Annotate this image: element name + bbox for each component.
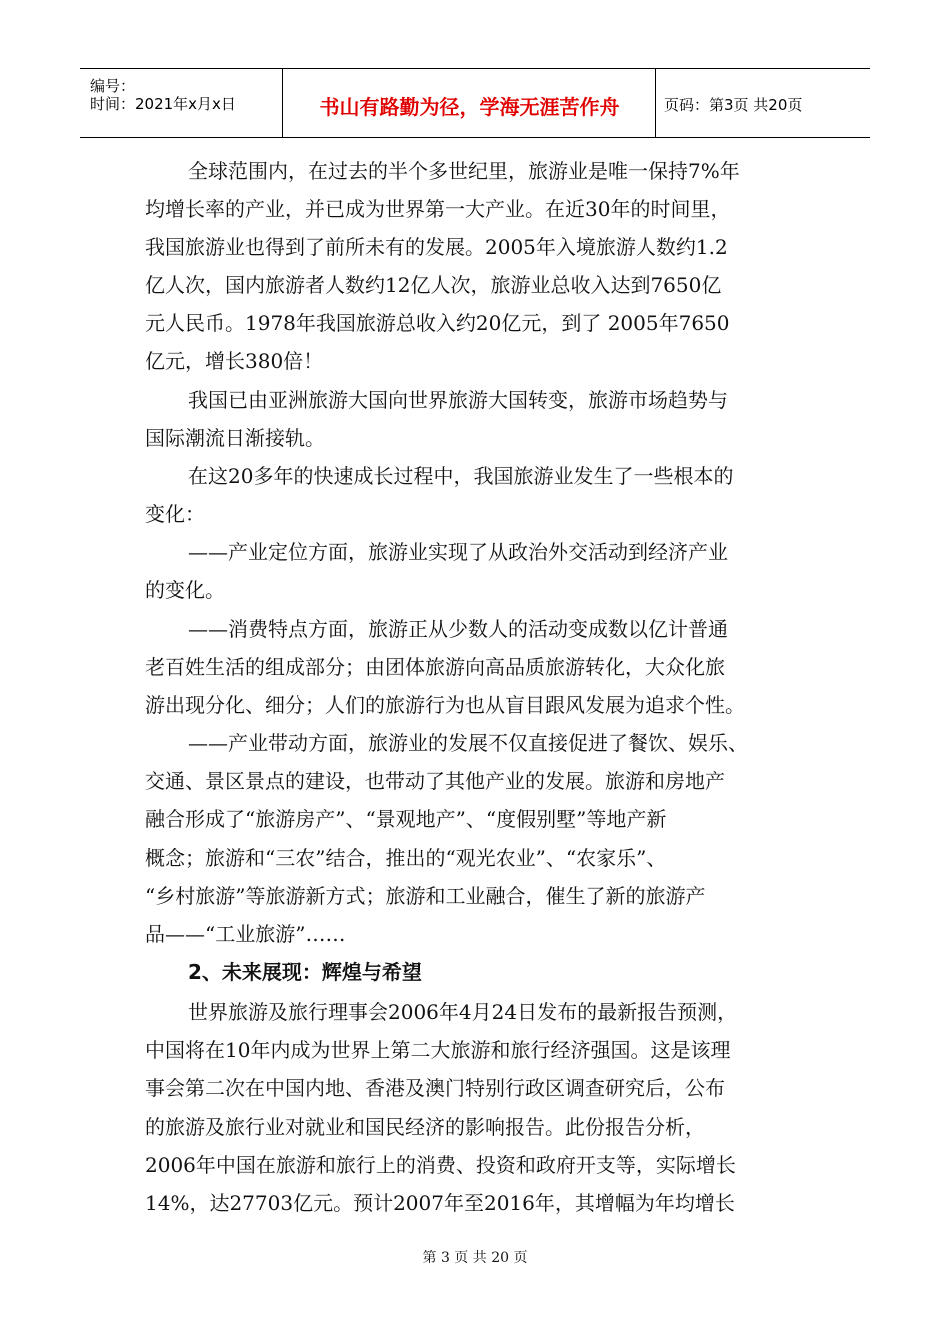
text-line: ——产业带动方面，旅游业的发展不仅直接促进了餐饮、娱乐、	[188, 731, 748, 755]
text-line: 的变化。	[145, 578, 225, 602]
text-line: 融合形成了“旅游房产”、“景观地产”、“度假别墅”等地产新	[145, 807, 667, 831]
document-date-label: 时间：2021年x月x日	[90, 95, 236, 113]
text-line: 的旅游及旅行业对就业和国民经济的影响报告。此份报告分析，	[145, 1115, 705, 1139]
header-page-info: 页码：第3页 共20页	[664, 96, 803, 114]
text-line: 品——“工业旅游”……	[145, 922, 346, 946]
header-page-cell	[656, 69, 870, 137]
text-line: 变化：	[145, 502, 205, 526]
text-line: 中国将在10年内成为世界上第二大旅游和旅行经济强国。这是该理	[145, 1038, 731, 1062]
section-heading: 2、未来展现：辉煌与希望	[188, 960, 422, 984]
header-motto-cell	[283, 69, 656, 137]
text-line: 交通、景区景点的建设，也带动了其他产业的发展。旅游和房地产	[145, 769, 725, 793]
text-line: 国际潮流日渐接轨。	[145, 426, 325, 450]
text-line: ——产业定位方面，旅游业实现了从政治外交活动到经济产业	[188, 540, 728, 564]
text-line: 元人民币。1978年我国旅游总收入约20亿元，到了 2005年7650	[145, 311, 730, 335]
text-line: 14%，达27703亿元。预计2007年至2016年，其增幅为年均增长	[145, 1191, 735, 1215]
text-line: 亿元，增长380倍！	[145, 349, 324, 373]
text-line: 我国已由亚洲旅游大国向世界旅游大国转变，旅游市场趋势与	[188, 388, 728, 412]
text-line: 事会第二次在中国内地、香港及澳门特别行政区调查研究后，公布	[145, 1076, 725, 1100]
text-line: 概念；旅游和“三农”结合，推出的“观光农业”、“农家乐”、	[145, 846, 667, 870]
header-meta-cell	[80, 69, 283, 137]
text-line: 游出现分化、细分；人们的旅游行为也从盲目跟风发展为追求个性。	[145, 693, 745, 717]
text-line: 全球范围内，在过去的半个多世纪里，旅游业是唯一保持7%年	[188, 159, 740, 183]
text-line: “乡村旅游”等旅游新方式；旅游和工业融合，催生了新的旅游产	[145, 884, 706, 908]
text-line: 亿人次，国内旅游者人数约12亿人次，旅游业总收入达到7650亿	[145, 273, 722, 297]
text-line: 2006年中国在旅游和旅行上的消费、投资和政府开支等，实际增长	[145, 1153, 736, 1177]
page-header	[80, 68, 870, 138]
text-line: 均增长率的产业，并已成为世界第一大产业。在近30年的时间里，	[145, 197, 731, 221]
text-line: ——消费特点方面，旅游正从少数人的活动变成数以亿计普通	[188, 617, 728, 641]
text-line: 老百姓生活的组成部分；由团体旅游向高品质旅游转化，大众化旅	[145, 655, 725, 679]
header-motto: 书山有路勤为径，学海无涯苦作舟	[319, 95, 620, 119]
text-line: 在这20多年的快速成长过程中，我国旅游业发生了一些根本的	[188, 464, 734, 488]
text-line: 世界旅游及旅行理事会2006年4月24日发布的最新报告预测，	[188, 1000, 738, 1024]
text-line: 我国旅游业也得到了前所未有的发展。2005年入境旅游人数约1.2	[145, 235, 728, 259]
document-number-label: 编号：	[90, 77, 136, 95]
page-footer: 第 3 页 共 20 页	[422, 1250, 528, 1266]
